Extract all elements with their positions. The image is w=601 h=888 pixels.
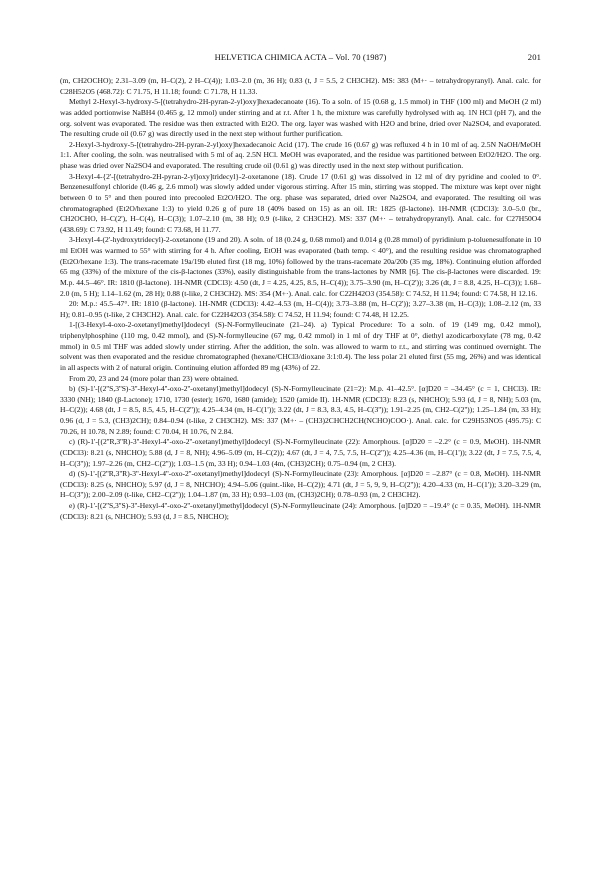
paragraph-compound-23: d) (S)-1'-[(2''R,3''R)-3''-Hexyl-4''-oxo-2''-oxetanyl)methyl]dodecyl (S)-N-Formylleucinate (23): Amorphous. [α]D20 = –2.87° (c = 0.8, MeOH). 1H-NMR (CDCl3): 8.25 (s, NHCHO); 5.97 (d, J = 8, NHCHO); 4.94–5.06 (quint.-like, H–C(2)); 4.71 (dt, J = 5, 9, 9, H–C(2'')); 4.20–4.33 (m, H–C(1')); 3.20–3.29 (m, H–C(3'')); 2.00–2.09 (t-like, CH2–C(2'')); 1.04–1.87 (m, 33 H); 0.93–1.03 (m, (CH3)2CH); 0.78–0.93 (m, 2 CH3CH2). bbox=[60, 469, 541, 500]
paragraph-from-20: From 20, 23 and 24 (more polar than 23) were obtained. bbox=[69, 373, 239, 383]
paragraph-compound-20-data: 20: M.p.: 45.5–47°. IR: 1810 (β-lactone). 1H-NMR (CDCl3): 4.42–4.53 (m, H–C(4)); 3.73–3.88 (m, H–C(2')); 3.27–3.38 (m, H–C(3)); 1.08–2.12 (m, 33 H); 0.81–0.95 (t-like, 2 CH3CH2). Anal. calc. for C22H42O3 (354.58): C 74.52, H 11.94; found: C 74.48, H 12.25. bbox=[60, 299, 541, 319]
article-body bbox=[60, 76, 541, 522]
paragraph-compounds-19-20: 3-Hexyl-4-(2'-hydroxytridecyl)-2-oxetanone (19 and 20). A soln. of 18 (0.24 g, 0.68 mmol) and 0.014 g (0.28 mmol) of pyridinium p-toluenesulfonate in 10 ml EtOH was warmed to 55° with stirring for 4 h. After cooling, EtOH was evaporated (bath temp. < 40°), and the resulting residue was chromatographed (Et2O/hexane 1:3). The trans-racemate 19a/19b eluted first (18 mg, 10%) followed by the trans-racemate 20a/20b (35 mg, 18%). Continuing elution afforded 65 mg (33%) of the mixture of the cis-β-lactones (33%), easily distinguishable from the trans-lactones by NMR [6]. The cis-β-lactones were discarded. 19: M.p. 44.5–46°. IR: 1810 (β-lactone). 1H-NMR (CDCl3): 4.50 (dt, J = 4.25, 4.25, 8.5, H–C(4)); 3.75–3.90 (m, H–C(2')); 3.26 (dt, J = 8.8, 4.25, H–C(3)); 1.68–2.0 (m, 5 H); 1.14–1.62 (m, 28 H); 0.88 (t-like, 2 CH3CH2). MS: 354 (M+·). Anal. calc. for C22H42O3 (354.58): C 74.52, H 11.94; found: C 74.58, H 12.16. bbox=[60, 235, 541, 298]
journal-title: HELVETICA CHIMICA ACTA – Vol. 70 (1987) bbox=[214, 52, 387, 62]
paragraph-compound-17: 2-Hexyl-3-hydroxy-5-[(tetrahydro-2H-pyran-2-yl)oxy]hexadecanoic Acid (17). The crude 16 (0.67 g) was refluxed 4 h in 10 ml of aq. 2.5N NaOH/MeOH 1:1. After cooling, the soln. was neutralised with 5 ml of aq. 2.5N HCl. MeOH was evaporated, and the residue was partitioned between EtO2/H2O. The org. phase was dried over Na2SO4 and evaporated. The resulting crude oil (0.61 g) was directly used in the next step without purification. bbox=[60, 139, 541, 170]
page-number: 201 bbox=[527, 52, 541, 62]
paragraph-compounds-21-24: 1-[(3-Hexyl-4-oxo-2-oxetanyl)methyl]dodecyl (S)-N-Formylleucinate (21–24). a) Typical Procedure: To a soln. of 19 (149 mg, 0.42 mmol), triphenylphosphine (110 mg, 0.42 mmol), and (S)-N-formylleucine (67 mg, 0.42 mmol) in 1 ml of dry THF at 0°, diethyl azodicarboxylate (78 mg, 0.42 mmol) in 0.5 ml THF was added slowly under stirring. After the addition, the soln. was allowed to warm to r.t., and stirring was continued overnight. The solvent was then evaporated and the residue chromatographed (hexane/CHCl3/dioxane 3:1:0.4). The less polar 21 eluted first (55 mg, 26%) and was identical in all aspects with 2 of natural origin. Continuing elution afforded 89 mg (43%) of 22. bbox=[60, 320, 541, 372]
paragraph-continuation: (m, CH2OCHO); 2.31–3.09 (m, H–C(2), 2 H–C(4)); 1.03–2.0 (m, 36 H); 0.83 (t, J = 5.5, 2 CH3CH2). MS: 383 (M+· – tetrahydropyranyl). Anal. calc. for C28H52O5 (468.72): C 71.75, H 11.18; found: C 71.78, H 11.33. bbox=[60, 76, 541, 96]
paragraph-compound-18: 3-Hexyl-4-{2'-[(tetrahydro-2H-pyran-2-yl)oxy]tridecyl}-2-oxetanone (18). Crude 17 (0.61 g) was dissolved in 12 ml of dry pyridine and cooled to 0°. Benzenesulfonyl chloride (0.46 g, 2.6 mmol) was slowly added under vigorous stirring. After 15 min, stirring was stopped. The mixture was kept over night between 0 to 5° and then poured into precooled Et2O/H2O. The org. phase was separated, dried over Na2SO4, and evaporated. The resulting oil was chromatographed (Et2O/hexane 1:3) to yield 0.26 g of pure 18 (40% based on 15) as an oil. IR: 1825 (β-lactone). 1H-NMR (CDCl3): 3.0–5.0 (br., CH2OCHO, H–C(2'), H–C(4), H–C(3)); 1.07–2.10 (m, 38 H); 0.9 (t-like, 2 CH3CH2). MS: 337 (M+· – tetrahydropyranyl). Anal. calc. for C27H50O4 (438.69): C 73.92, H 11.49; found: C 73.68, H 11.77. bbox=[60, 171, 541, 234]
paragraph-compound-24: e) (R)-1'-[(2''S,3''S)-3''-Hexyl-4''-oxo-2''-oxetanyl)methyl]dodecyl (S)-N-Formylleucinate (24): Amorphous. [α]D20 = –19.4° (c = 0.35, MeOH). 1H-NMR (CDCl3): 8.21 (s, NHCHO); 5.93 (d, J = 8.5, NHCHO); bbox=[60, 501, 541, 521]
paragraph-compound-21: b) (S)-1'-[(2''S,3''S)-3''-Hexyl-4''-oxo-2''-oxetanyl)methyl]dodecyl (S)-N-Formylleucinate (21=2): M.p. 41–42.5°. [α]D20 = –34.45° (c = 1, CHCl3). IR: 3330 (NH); 1840 (β-Lactone); 1710, 1730 (ester); 1670, 1680 (amide); 1520 (amide II). 1H-NMR (CDCl3): 8.23 (s, NHCHO); 5.93 (d, J = 8, NH); 5.03 (m, H–C(2)); 4.68 (dt, J = 8.5, 8.5, 4.5, H–C(2'')); 4.25–4.34 (m, H–C(1')); 3.22 (dt, J = 8.3, 8.3, 4.5, H–C(3'')); 1.91–2.25 (m, CH2–C(2'')); 1.25–1.84 (m, 33 H); 0.96 (d, J = 5.3, (CH3)2CH); 0.84–0.94 (t-like, 2 CH3CH2). MS: 337 (M+· – (CH3)2CHCH2CH(NCHO)COO·). Anal. calc. for C29H53NO5 (495.75): C 70.26, H 10.78, N 2.89; found: C 70.04, H 10.76, N 2.84. bbox=[60, 384, 541, 436]
paragraph-compound-22: c) (R)-1'-[(2''R,3''R)-3''-Hexyl-4''-oxo-2''-oxetanyl)methyl]dodecyl (S)-N-Formylleucinate (22): Amorphous. [α]D20 = –2.2° (c = 0.9, MeOH). 1H-NMR (CDCl3): 8.21 (s, NHCHO); 5.88 (d, J = 8, NH); 4.96–5.09 (m, H–C(2)); 4.67 (dt, J = 4, 7.5, 7.5, H–C(2'')); 4.25–4.36 (m, H–C(1')); 3.22 (dt, J = 7.5, 7.5, 4, H–C(3'')); 1.97–2.26 (m, CH2–C(2'')); 1.03–1.5 (m, 33 H); 0.94–1.03 (4m, (CH3)2CH); 0.75–0.94 (m, 2 CH3). bbox=[60, 437, 541, 468]
running-header bbox=[60, 52, 541, 66]
paragraph-compound-16: Methyl 2-Hexyl-3-hydroxy-5-[(tetrahydro-2H-pyran-2-yl)oxy]hexadecanoate (16). To a soln. of 15 (0.68 g, 1.5 mmol) in THF (100 ml) and MeOH (2 ml) was added portionwise NaBH4 (0.465 g, 12 mmol) under stirring and at r.t. After 1 h, the mixture was carefully hydrolysed with aq. 1N HCl (pH 7), and the org. solvent was evaporated. The residue was then extracted with Et2O. The org. layer was washed with H2O and brine, dried over Na2SO4, and evaporated. The resulting crude oil (0.67 g) was directly used in the next step without further purification. bbox=[60, 97, 541, 139]
